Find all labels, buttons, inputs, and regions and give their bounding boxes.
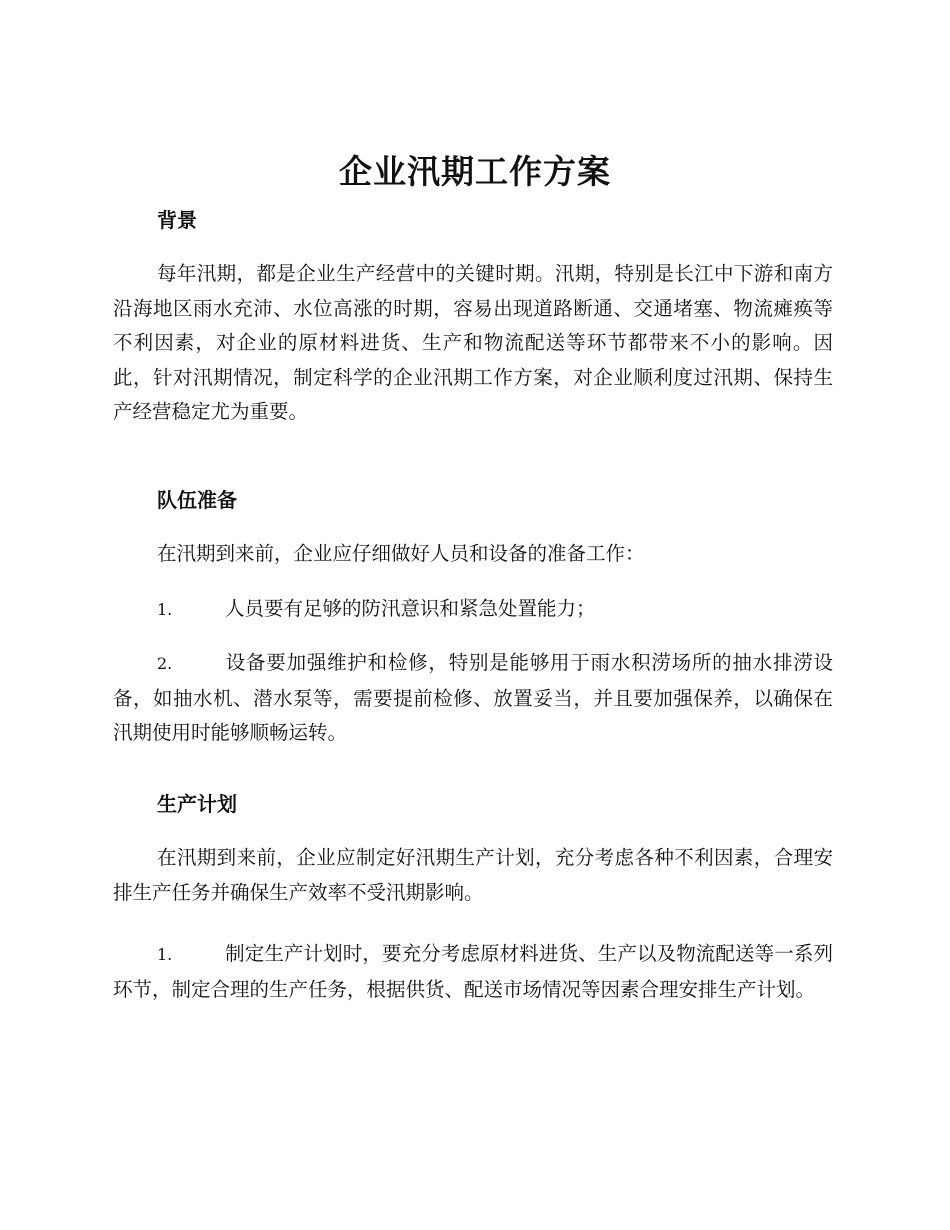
team-intro-paragraph: 在汛期到来前，企业应仔细做好人员和设备的准备工作：	[157, 542, 645, 565]
team-list-item-2	[113, 646, 833, 751]
production-intro-paragraph: 在汛期到来前，企业应制定好汛期生产计划，充分考虑各种不利因素，合理安排生产任务并确保生产效率不受汛期影响。	[113, 846, 833, 904]
list-number: 2.	[157, 654, 173, 673]
production-list-item-1	[113, 937, 833, 1007]
list-number: 1.	[157, 945, 173, 964]
list-number: 1.	[157, 600, 173, 619]
team-list-item-1	[113, 592, 833, 628]
list-item-text: 设备要加强维护和检修，特别是能够用于雨水积涝场所的抽水排涝设备，如抽水机、潜水泵等，需要提前检修、放置妥当，并且要加强保养，以确保在汛期使用时能够顺畅运转。	[113, 651, 833, 744]
document-title: 企业汛期工作方案	[339, 152, 611, 191]
list-item-text: 人员要有足够的防汛意识和紧急处置能力；	[225, 597, 596, 620]
list-item-text: 制定生产计划时，要充分考虑原材料进货、生产以及物流配送等一系列环节，制定合理的生产任务，根据供货、配送市场情况等因素合理安排生产计划。	[113, 942, 833, 1001]
section-heading-production: 生产计划	[157, 792, 237, 816]
section-heading-team: 队伍准备	[157, 488, 237, 512]
section-heading-background: 背景	[157, 208, 197, 232]
background-paragraph: 每年汛期，都是企业生产经营中的关键时期。汛期，特别是长江中下游和南方沿海地区雨水充沛、水位高涨的时期，容易出现道路断通、交通堵塞、物流瘫痪等不利因素，对企业的原材料进货、生产和物流配送等环节都带来不小的影响。因此，针对汛期情况，制定科学的企业汛期工作方案，对企业顺利度过汛期、保持生产经营稳定尤为重要。	[113, 262, 833, 423]
